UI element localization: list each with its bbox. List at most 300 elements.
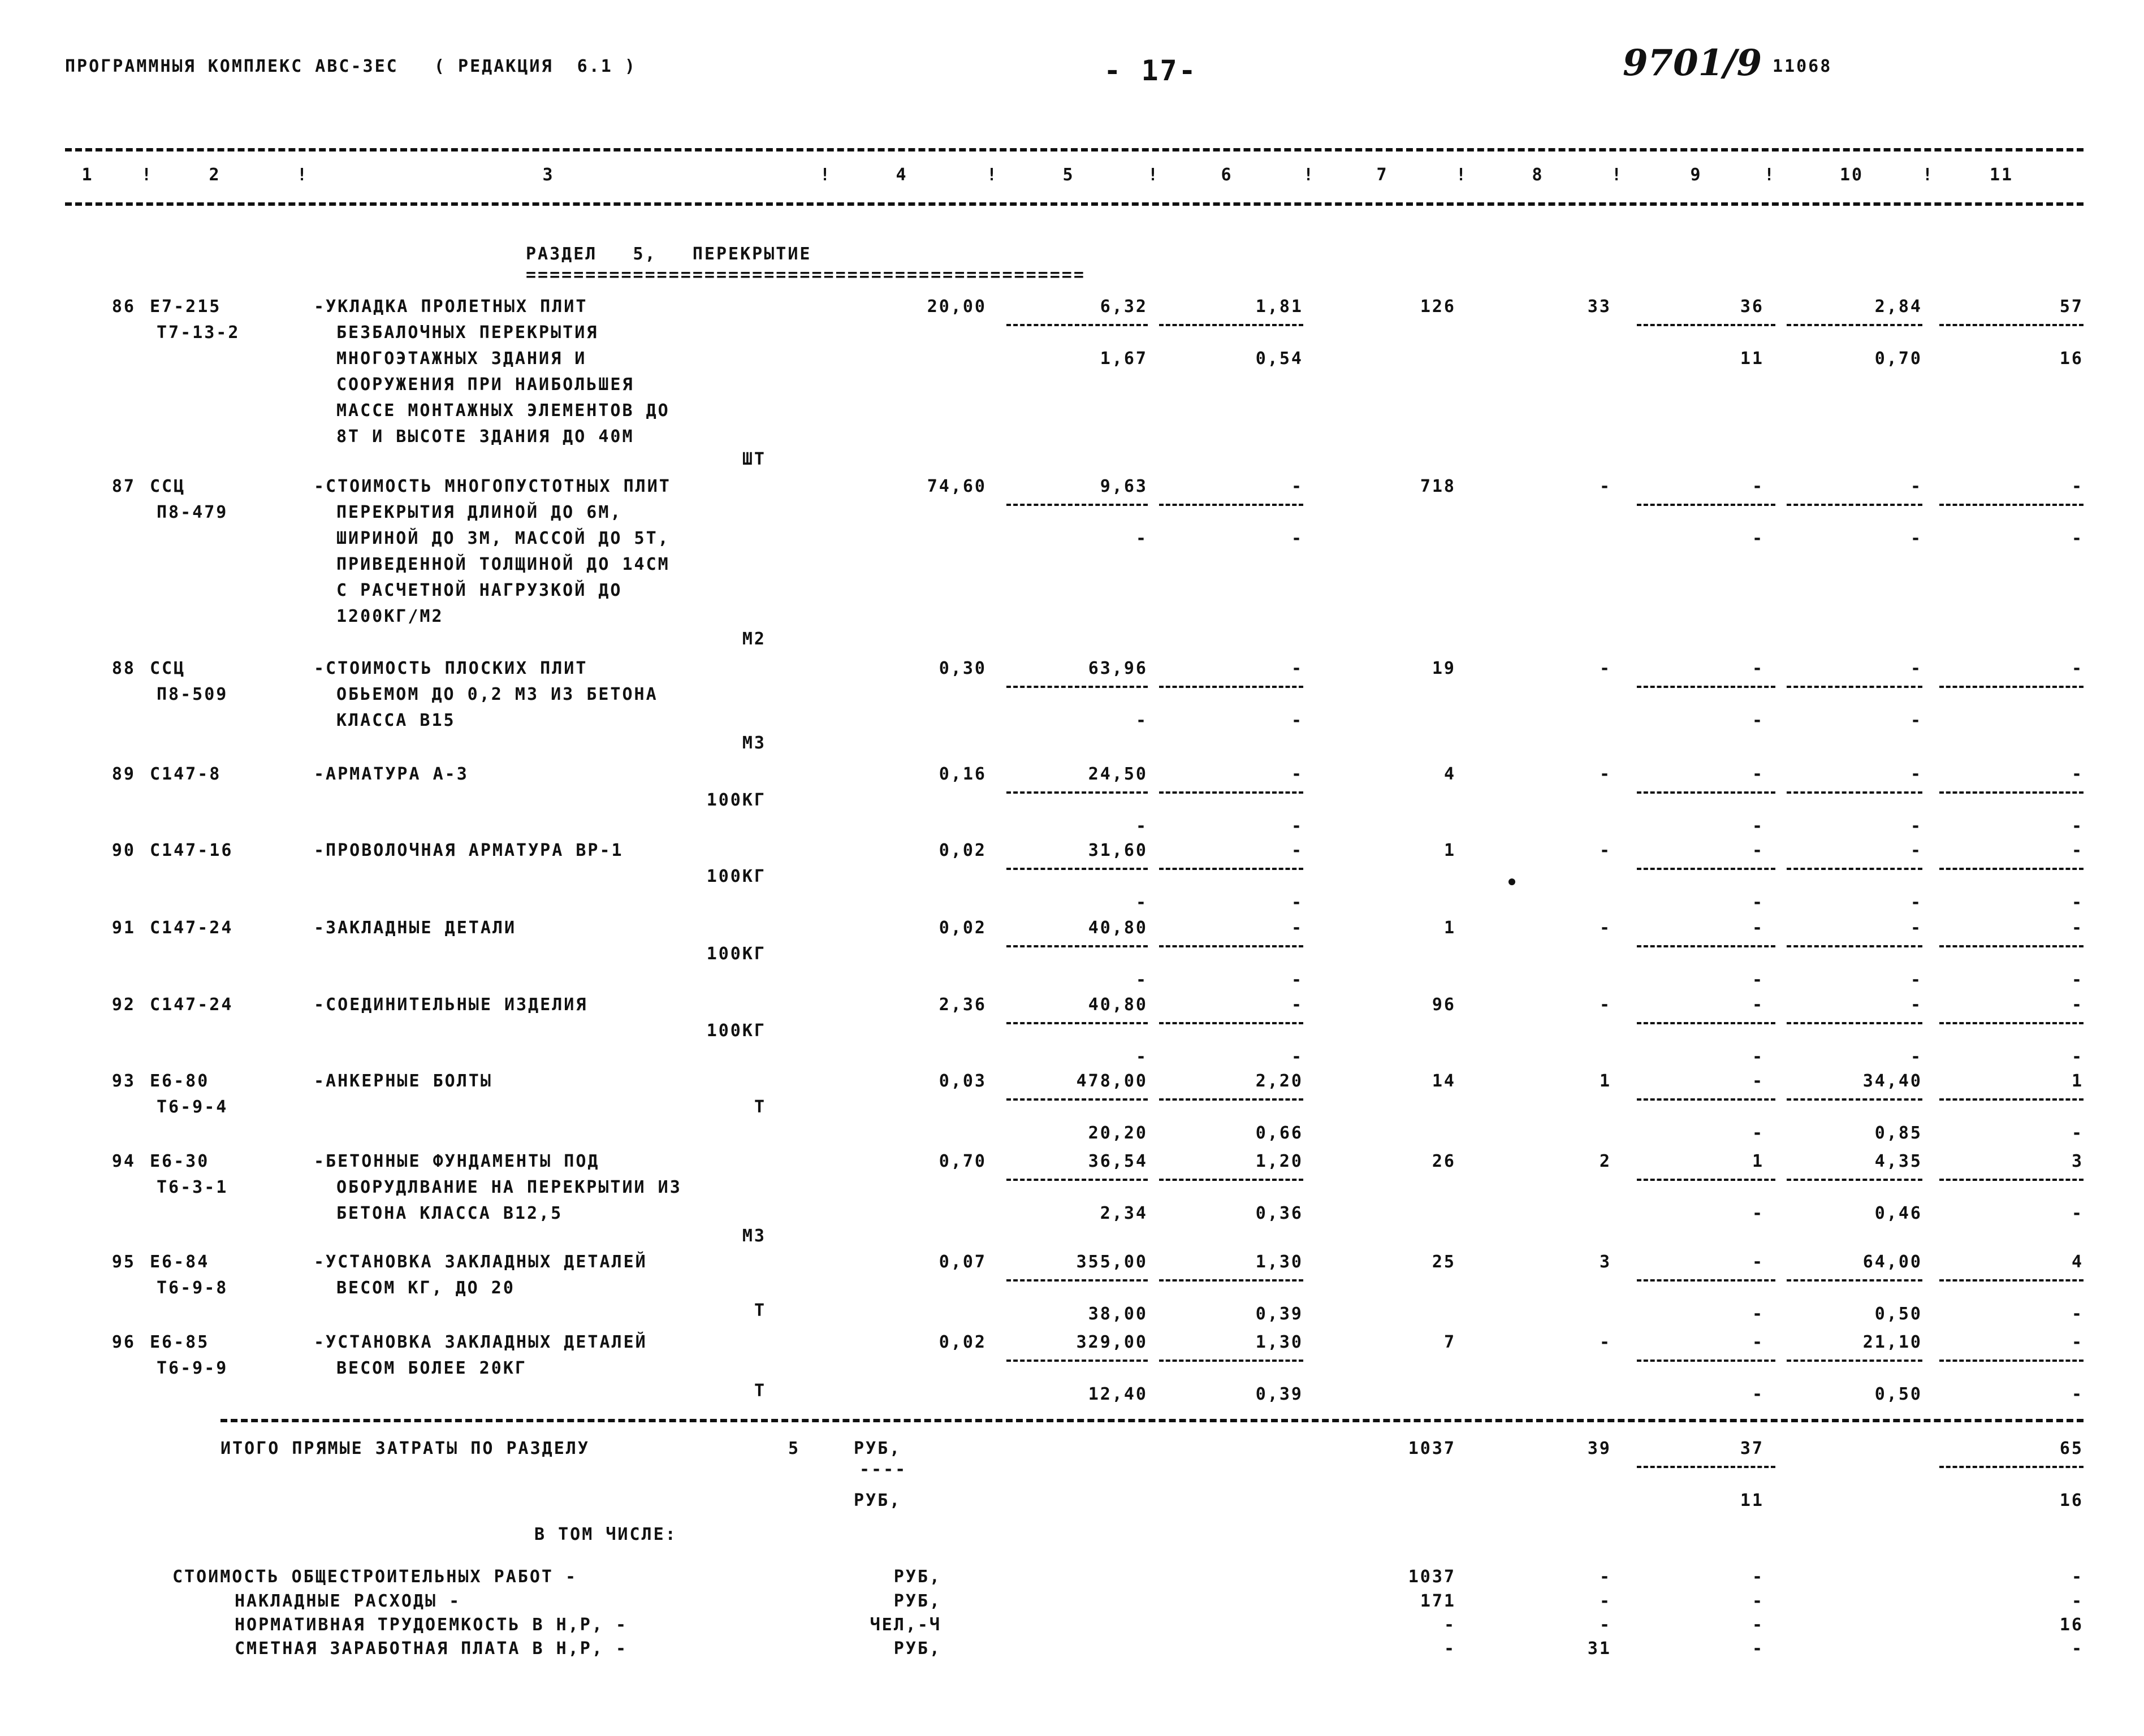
cell-divider-rule	[1787, 945, 1922, 947]
row-col6-value: 1,20	[1255, 1151, 1303, 1171]
cell-divider-rule	[1637, 504, 1775, 506]
summary-col9: -	[1752, 1639, 1764, 1659]
row-description: ВЕСОМ КГ, ДО 20	[336, 1278, 515, 1298]
column-separator: !	[1764, 165, 1776, 185]
summary-col11: -	[2071, 1567, 2084, 1587]
column-header-7: 7	[1376, 165, 1389, 185]
column-header-11: 11	[1989, 165, 2014, 185]
totals-col7: 1037	[1408, 1439, 1456, 1458]
row-col9-value: 1	[1752, 1151, 1764, 1171]
row-col6-value: -	[1291, 764, 1303, 784]
row-col11-value: 3	[2071, 1151, 2084, 1171]
totals-col9-sub: 11	[1740, 1491, 1764, 1510]
row-code: П8-509	[157, 685, 228, 704]
cell-divider-rule	[1006, 791, 1148, 794]
row-col6-sub-value: -	[1291, 529, 1303, 548]
row-col10-value: 4,35	[1874, 1151, 1922, 1171]
cell-divider-rule	[1939, 1179, 2084, 1181]
cell-divider-rule	[1006, 686, 1148, 688]
row-col10-sub-value: 0,85	[1874, 1123, 1922, 1143]
cell-divider-rule	[1939, 504, 2084, 506]
row-description: -УСТАНОВКА ЗАКЛАДНЫХ ДЕТАЛЕЙ	[314, 1252, 647, 1272]
cell-divider-rule	[1637, 324, 1775, 326]
totals-col11-sub: 16	[2059, 1491, 2084, 1510]
totals-unit: РУБ,	[854, 1439, 902, 1458]
row-col11-sub-value: 16	[2059, 349, 2084, 369]
row-col6-sub-value: 0,54	[1255, 349, 1303, 369]
row-col8-value: -	[1599, 995, 1611, 1015]
cell-divider-rule	[1006, 1360, 1148, 1362]
row-col10-sub-value: -	[1910, 816, 1922, 836]
summary-col11: -	[2071, 1639, 2084, 1659]
column-header-5: 5	[1062, 165, 1075, 185]
row-description: С РАСЧЕТНОЙ НАГРУЗКОЙ ДО	[336, 581, 623, 600]
row-description: МНОГОЭТАЖНЫХ ЗДАНИЯ И	[336, 349, 587, 369]
row-col5-sub-value: -	[1135, 711, 1148, 730]
summary-col8: 31	[1587, 1639, 1611, 1659]
row-code: ССЦ	[150, 477, 186, 496]
row-col6-sub-value: -	[1291, 816, 1303, 836]
row-col10-sub-value: -	[1910, 970, 1922, 990]
summary-col11: 16	[2059, 1615, 2084, 1635]
cell-divider-rule	[1939, 868, 2084, 870]
row-col5-sub-value: -	[1135, 1047, 1148, 1067]
cell-divider-rule	[1939, 324, 2084, 326]
cell-divider-rule	[1159, 791, 1303, 794]
row-col5-sub-value: -	[1135, 816, 1148, 836]
cell-divider-rule	[1939, 791, 2084, 794]
row-col11-value: -	[2071, 1332, 2084, 1352]
row-col10-value: -	[1910, 764, 1922, 784]
row-col6-value: -	[1291, 477, 1303, 496]
row-description: ШИРИНОЙ ДО 3М, МАССОЙ ДО 5Т,	[336, 529, 670, 548]
row-col11-value: -	[2071, 764, 2084, 784]
cell-divider-rule	[1939, 686, 2084, 688]
row-code: П8-479	[157, 503, 228, 522]
row-description: -СТОИМОСТЬ МНОГОПУСТОТНЫХ ПЛИТ	[314, 477, 671, 496]
row-number: 89	[111, 764, 136, 784]
row-col11-sub-value: -	[2071, 1047, 2084, 1067]
row-unit: Т	[754, 1097, 766, 1117]
row-code: Е6-30	[150, 1151, 210, 1171]
totals-unit-second: РУБ,	[854, 1491, 902, 1510]
cell-divider-rule	[1159, 945, 1303, 947]
summary-label: СМЕТНАЯ ЗАРАБОТНАЯ ПЛАТА В Н,Р, -	[235, 1639, 628, 1659]
row-col11-sub-value: -	[2071, 1203, 2084, 1223]
summary-unit: ЧЕЛ,-Ч	[870, 1615, 941, 1635]
row-description: ОБЬЕМОМ ДО 0,2 М3 ИЗ БЕТОНА	[336, 685, 658, 704]
row-col9-sub-value: -	[1752, 711, 1764, 730]
row-description: -ПРОВОЛОЧНАЯ АРМАТУРА ВР-1	[314, 841, 624, 860]
row-col9-sub-value: -	[1752, 529, 1764, 548]
row-col6-value: 1,30	[1255, 1252, 1303, 1272]
cell-divider-rule	[1159, 1279, 1303, 1282]
program-header-text: ПРОГРАММНЫЯ КОМПЛЕКС АВС-ЗЕС ( РЕДАКЦИЯ 6.1 )	[65, 57, 637, 76]
row-col5-value: 6,32	[1100, 297, 1148, 317]
cell-divider-rule	[1159, 1360, 1303, 1362]
row-col5-value: 31,60	[1088, 841, 1148, 860]
row-unit: 100КГ	[706, 790, 766, 810]
row-code: С147-16	[150, 841, 234, 860]
row-code: С147-24	[150, 918, 234, 938]
row-col9-value: -	[1752, 659, 1764, 678]
summary-label: НАКЛАДНЫЕ РАСХОДЫ -	[235, 1591, 461, 1611]
row-col8-value: -	[1599, 841, 1611, 860]
header-bottom-rule	[65, 202, 2084, 206]
row-col6-value: -	[1291, 659, 1303, 678]
row-code: Е6-80	[150, 1071, 210, 1091]
row-col8-value: 33	[1587, 297, 1611, 317]
row-description: -СОЕДИНИТЕЛЬНЫЕ ИЗДЕЛИЯ	[314, 995, 588, 1015]
row-col9-sub-value: -	[1752, 1047, 1764, 1067]
row-col5-value: 63,96	[1088, 659, 1148, 678]
header-top-rule	[65, 148, 2084, 151]
cell-divider-rule	[1006, 1179, 1148, 1181]
row-col11-sub-value: -	[2071, 1304, 2084, 1324]
row-col5-sub-value: 20,20	[1088, 1123, 1148, 1143]
column-separator: !	[141, 165, 154, 185]
cell-divider-rule	[1939, 1466, 2084, 1468]
row-code: Т6-3-1	[157, 1177, 228, 1197]
row-description: -УСТАНОВКА ЗАКЛАДНЫХ ДЕТАЛЕЙ	[314, 1332, 647, 1352]
row-description: БЕЗБАЛОЧНЫХ ПЕРЕКРЫТИЯ	[336, 323, 599, 343]
row-description: -БЕТОННЫЕ ФУНДАМЕНТЫ ПОД	[314, 1151, 600, 1171]
row-col7-value: 126	[1420, 297, 1456, 317]
row-col6-sub-value: -	[1291, 711, 1303, 730]
row-col6-sub-value: -	[1291, 893, 1303, 912]
row-description: ОБОРУДЛВАНИЕ НА ПЕРЕКРЫТИИ ИЗ	[336, 1177, 682, 1197]
row-quantity: 0,70	[939, 1151, 987, 1171]
summary-col8: -	[1599, 1615, 1611, 1635]
row-col11-sub-value: -	[2071, 970, 2084, 990]
row-col5-sub-value: 2,34	[1100, 1203, 1148, 1223]
totals-unit-dash: ----	[859, 1460, 907, 1479]
cell-divider-rule	[1787, 1022, 1922, 1024]
row-col10-value: -	[1910, 477, 1922, 496]
page-number: - 17-	[1104, 54, 1198, 87]
cell-divider-rule	[1637, 1279, 1775, 1282]
row-description: БЕТОНА КЛАССА В12,5	[336, 1203, 563, 1223]
cell-divider-rule	[1006, 1279, 1148, 1282]
row-col6-sub-value: 0,39	[1255, 1304, 1303, 1324]
cell-divider-rule	[1637, 868, 1775, 870]
cell-divider-rule	[1787, 504, 1922, 506]
row-description: 1200КГ/М2	[336, 607, 444, 626]
column-header-3: 3	[542, 165, 555, 185]
row-col5-value: 355,00	[1076, 1252, 1148, 1272]
row-quantity: 2,36	[939, 995, 987, 1015]
row-col5-value: 329,00	[1076, 1332, 1148, 1352]
cell-divider-rule	[1006, 1022, 1148, 1024]
row-col8-value: 3	[1599, 1252, 1611, 1272]
row-col10-sub-value: -	[1910, 529, 1922, 548]
row-quantity: 0,02	[939, 841, 987, 860]
totals-col9: 37	[1740, 1439, 1764, 1458]
column-separator: !	[1148, 165, 1160, 185]
row-col9-value: -	[1752, 1071, 1764, 1091]
row-col5-sub-value: -	[1135, 893, 1148, 912]
column-header-2: 2	[209, 165, 221, 185]
row-code: С147-24	[150, 995, 234, 1015]
row-unit: 100КГ	[706, 1021, 766, 1041]
column-separator: !	[1303, 165, 1316, 185]
cell-divider-rule	[1006, 868, 1148, 870]
cell-divider-rule	[1787, 791, 1922, 794]
row-col5-sub-value: -	[1135, 970, 1148, 990]
cell-divider-rule	[1787, 1360, 1922, 1362]
row-col8-value: -	[1599, 918, 1611, 938]
summary-col7: 1037	[1408, 1567, 1456, 1587]
row-code: Е7-215	[150, 297, 222, 317]
row-col7-value: 1	[1443, 841, 1456, 860]
row-col6-sub-value: 0,36	[1255, 1203, 1303, 1223]
row-description: ПЕРЕКРЫТИЯ ДЛИНОЙ ДО 6М,	[336, 503, 623, 522]
row-number: 92	[111, 995, 136, 1015]
cell-divider-rule	[1637, 1360, 1775, 1362]
row-col10-value: -	[1910, 995, 1922, 1015]
document-code: 11068	[1773, 57, 1832, 76]
row-col5-sub-value: 12,40	[1088, 1384, 1148, 1404]
cell-divider-rule	[1637, 1179, 1775, 1181]
row-col10-sub-value: 0,50	[1874, 1304, 1922, 1324]
column-separator: !	[1456, 165, 1468, 185]
row-quantity: 74,60	[927, 477, 987, 496]
row-col10-sub-value: -	[1910, 1047, 1922, 1067]
row-number: 90	[111, 841, 136, 860]
row-col9-sub-value: 11	[1740, 349, 1764, 369]
row-col11-sub-value: -	[2071, 816, 2084, 836]
row-col11-value: 4	[2071, 1252, 2084, 1272]
row-col10-value: 64,00	[1862, 1252, 1922, 1272]
row-col10-sub-value: 0,70	[1874, 349, 1922, 369]
row-description: МАССЕ МОНТАЖНЫХ ЭЛЕМЕНТОВ ДО	[336, 401, 670, 421]
cell-divider-rule	[1787, 1279, 1922, 1282]
cell-divider-rule	[1637, 1098, 1775, 1101]
row-number: 96	[111, 1332, 136, 1352]
column-separator: !	[820, 165, 832, 185]
column-separator: !	[297, 165, 309, 185]
cell-divider-rule	[1006, 504, 1148, 506]
cell-divider-rule	[1006, 1098, 1148, 1101]
row-col5-value: 40,80	[1088, 918, 1148, 938]
row-quantity: 0,03	[939, 1071, 987, 1091]
row-col11-value: -	[2071, 841, 2084, 860]
summary-col11: -	[2071, 1591, 2084, 1611]
row-number: 95	[111, 1252, 136, 1272]
row-col7-value: 19	[1432, 659, 1456, 678]
cell-divider-rule	[1787, 1098, 1922, 1101]
cell-divider-rule	[1159, 504, 1303, 506]
cell-divider-rule	[1787, 324, 1922, 326]
row-col6-value: -	[1291, 995, 1303, 1015]
row-description: СООРУЖЕНИЯ ПРИ НАИБОЛЬШЕЯ	[336, 375, 634, 395]
row-code: Т7-13-2	[157, 323, 240, 343]
row-unit: 100КГ	[706, 867, 766, 886]
column-separator: !	[1922, 165, 1935, 185]
row-unit: М2	[742, 629, 766, 649]
row-quantity: 0,16	[939, 764, 987, 784]
row-col5-sub-value: 38,00	[1088, 1304, 1148, 1324]
row-col9-value: -	[1752, 918, 1764, 938]
row-col9-sub-value: -	[1752, 970, 1764, 990]
row-col9-value: -	[1752, 995, 1764, 1015]
row-description: -СТОИМОСТЬ ПЛОСКИХ ПЛИТ	[314, 659, 588, 678]
row-quantity: 0,30	[939, 659, 987, 678]
row-col7-value: 1	[1443, 918, 1456, 938]
row-col8-value: -	[1599, 659, 1611, 678]
row-code: Е6-85	[150, 1332, 210, 1352]
cell-divider-rule	[1939, 1360, 2084, 1362]
row-col5-value: 9,63	[1100, 477, 1148, 496]
summary-col8: -	[1599, 1567, 1611, 1587]
cell-divider-rule	[1159, 324, 1303, 326]
cell-divider-rule	[1637, 791, 1775, 794]
row-col8-value: -	[1599, 477, 1611, 496]
row-description: -УКЛАДКА ПРОЛЕТНЫХ ПЛИТ	[314, 297, 588, 317]
row-col9-sub-value: -	[1752, 816, 1764, 836]
row-number: 86	[111, 297, 136, 317]
summary-unit: РУБ,	[893, 1567, 941, 1587]
column-separator: !	[987, 165, 999, 185]
cell-divider-rule	[1159, 1022, 1303, 1024]
row-col10-value: -	[1910, 918, 1922, 938]
row-col9-value: -	[1752, 764, 1764, 784]
row-number: 93	[111, 1071, 136, 1091]
cell-divider-rule	[1637, 1022, 1775, 1024]
row-unit: М3	[742, 733, 766, 753]
row-col11-sub-value: -	[2071, 529, 2084, 548]
summary-label: СТОИМОСТЬ ОБЩЕСТРОИТЕЛЬНЫХ РАБОТ -	[172, 1567, 578, 1587]
summary-label: НОРМАТИВНАЯ ТРУДОЕМКОСТЬ В Н,Р, -	[235, 1615, 628, 1635]
row-col9-sub-value: -	[1752, 1304, 1764, 1324]
row-col9-sub-value: -	[1752, 1384, 1764, 1404]
row-col10-sub-value: 0,50	[1874, 1384, 1922, 1404]
row-number: 88	[111, 659, 136, 678]
row-description: -АРМАТУРА А-3	[314, 764, 469, 784]
column-header-8: 8	[1532, 165, 1544, 185]
row-col11-value: -	[2071, 659, 2084, 678]
row-col5-sub-value: -	[1135, 529, 1148, 548]
row-unit: 100КГ	[706, 944, 766, 964]
row-quantity: 0,02	[939, 918, 987, 938]
column-header-1: 1	[81, 165, 94, 185]
row-col5-value: 24,50	[1088, 764, 1148, 784]
cell-divider-rule	[1939, 945, 2084, 947]
row-number: 91	[111, 918, 136, 938]
row-col5-value: 478,00	[1076, 1071, 1148, 1091]
row-code: С147-8	[150, 764, 222, 784]
row-col6-value: 1,30	[1255, 1332, 1303, 1352]
row-col6-value: 2,20	[1255, 1071, 1303, 1091]
row-number: 94	[111, 1151, 136, 1171]
summary-col7: -	[1443, 1639, 1456, 1659]
row-col7-value: 96	[1432, 995, 1456, 1015]
row-col6-sub-value: 0,39	[1255, 1384, 1303, 1404]
summary-col9: -	[1752, 1591, 1764, 1611]
totals-section-number: 5	[788, 1439, 800, 1458]
row-col6-value: 1,81	[1255, 297, 1303, 317]
row-col9-value: 36	[1740, 297, 1764, 317]
cell-divider-rule	[1006, 324, 1148, 326]
stray-ink-dot	[1508, 878, 1515, 885]
row-col6-sub-value: -	[1291, 970, 1303, 990]
cell-divider-rule	[1159, 1098, 1303, 1101]
row-unit: М3	[742, 1226, 766, 1246]
cell-divider-rule	[1637, 1466, 1775, 1468]
row-description: ПРИВЕДЕННОЙ ТОЛЩИНОЙ ДО 14СМ	[336, 555, 670, 574]
cell-divider-rule	[1637, 686, 1775, 688]
row-col9-value: -	[1752, 1332, 1764, 1352]
column-header-10: 10	[1839, 165, 1864, 185]
row-unit: ШТ	[742, 449, 766, 469]
row-col11-value: 1	[2071, 1071, 2084, 1091]
summary-col9: -	[1752, 1567, 1764, 1587]
row-col10-sub-value: 0,46	[1874, 1203, 1922, 1223]
row-col10-value: 21,10	[1862, 1332, 1922, 1352]
row-col9-sub-value: -	[1752, 1123, 1764, 1143]
cell-divider-rule	[1159, 1179, 1303, 1181]
row-col6-sub-value: 0,66	[1255, 1123, 1303, 1143]
row-code: Т6-9-8	[157, 1278, 228, 1298]
column-header-9: 9	[1690, 165, 1702, 185]
row-col10-value: 34,40	[1862, 1071, 1922, 1091]
row-col7-value: 14	[1432, 1071, 1456, 1091]
column-header-6: 6	[1221, 165, 1233, 185]
row-number: 87	[111, 477, 136, 496]
row-code: ССЦ	[150, 659, 186, 678]
row-description: ВЕСОМ БОЛЕЕ 20КГ	[336, 1358, 527, 1378]
row-col5-value: 36,54	[1088, 1151, 1148, 1171]
cell-divider-rule	[1939, 1279, 2084, 1282]
row-unit: Т	[754, 1301, 766, 1321]
row-col11-sub-value: -	[2071, 893, 2084, 912]
row-col8-value: 2	[1599, 1151, 1611, 1171]
cell-divider-rule	[1787, 868, 1922, 870]
summary-unit: РУБ,	[893, 1639, 941, 1659]
row-col6-sub-value: -	[1291, 1047, 1303, 1067]
column-separator: !	[1611, 165, 1624, 185]
row-col9-sub-value: -	[1752, 1203, 1764, 1223]
row-col8-value: -	[1599, 764, 1611, 784]
row-col5-value: 40,80	[1088, 995, 1148, 1015]
summary-col7: 171	[1420, 1591, 1456, 1611]
row-col8-value: 1	[1599, 1071, 1611, 1091]
totals-top-rule	[221, 1419, 2084, 1422]
handwritten-document-code: 9701/9	[1623, 42, 1762, 84]
row-col10-value: -	[1910, 659, 1922, 678]
row-description: 8Т И ВЫСОТЕ ЗДАНИЯ ДО 40М	[336, 427, 634, 447]
row-col10-value: -	[1910, 841, 1922, 860]
row-description: -АНКЕРНЫЕ БОЛТЫ	[314, 1071, 492, 1091]
row-col11-value: -	[2071, 477, 2084, 496]
cell-divider-rule	[1939, 1098, 2084, 1101]
row-col11-value: -	[2071, 918, 2084, 938]
totals-col11: 65	[2059, 1439, 2084, 1458]
cell-divider-rule	[1939, 1022, 2084, 1024]
summary-col7: -	[1443, 1615, 1456, 1635]
row-col7-value: 26	[1432, 1151, 1456, 1171]
row-quantity: 0,02	[939, 1332, 987, 1352]
row-col7-value: 7	[1443, 1332, 1456, 1352]
row-unit: Т	[754, 1381, 766, 1401]
row-col11-sub-value: -	[2071, 1384, 2084, 1404]
summary-unit: РУБ,	[893, 1591, 941, 1611]
row-code: Т6-9-9	[157, 1358, 228, 1378]
totals-col8: 39	[1587, 1439, 1611, 1458]
row-description: -ЗАКЛАДНЫЕ ДЕТАЛИ	[314, 918, 517, 938]
row-code: Е6-84	[150, 1252, 210, 1272]
row-col11-value: -	[2071, 995, 2084, 1015]
